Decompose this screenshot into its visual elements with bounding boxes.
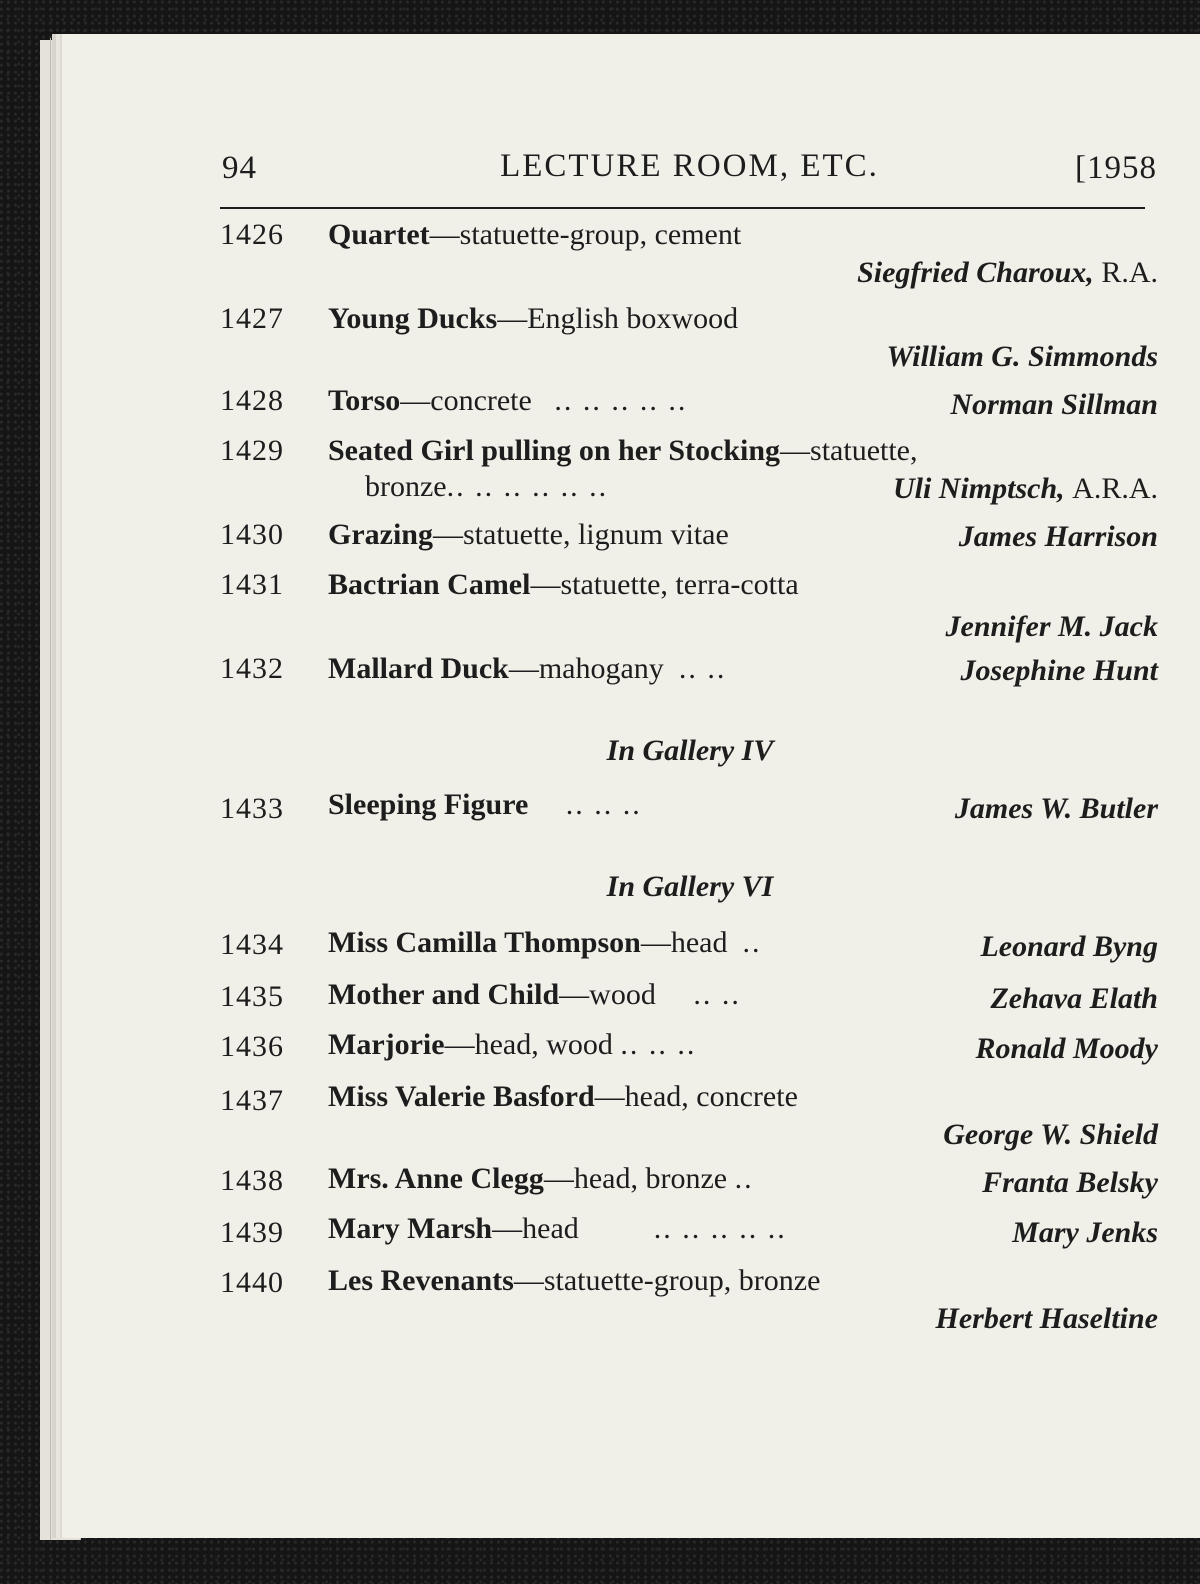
entry-artist [857,256,1158,290]
entry-title: Les Revenants [328,1264,514,1297]
entry-title: Quartet [328,218,430,251]
entry-description [328,1028,696,1062]
entry-medium: —head [492,1212,579,1245]
gallery-heading: In Gallery IV [606,734,774,767]
entry-description [328,1264,820,1298]
entry-title: Sleeping Figure [328,788,529,821]
running-header [222,140,1157,190]
entry-title: Grazing [328,518,433,551]
artist-name: Uli Nimptsch, [892,472,1065,505]
entry-artist [893,472,1158,506]
leader-dots: .. .. .. .. .. .. [446,470,609,503]
entry-number: 1432 [220,652,284,685]
entry-medium: —English boxwood [497,302,739,335]
entry-number: 1434 [220,928,284,961]
leader-dots: .. .. .. .. .. [554,384,688,417]
entry-medium: —concrete [400,384,532,417]
entry-medium: —statuette, [780,434,918,467]
entry-continuation [365,470,608,504]
artist-name: Siegfried Charoux, [857,256,1094,289]
entry-medium-cont: bronze [365,470,447,503]
entry-description [328,218,741,252]
entry-artist: James Harrison [958,520,1158,553]
header-year: [1958 [1075,150,1157,186]
entry-artist: Leonard Byng [980,930,1158,963]
entry-description [328,652,726,686]
entry-artist: Jennifer M. Jack [945,610,1158,643]
entry-medium: —head, bronze [543,1162,728,1195]
entry-medium: —statuette, terra-cotta [530,568,799,601]
entry-description [328,1162,754,1196]
entry-number: 1438 [220,1164,284,1197]
artist-suffix: R.A. [1101,256,1158,289]
entry-title: Miss Valerie Basford [328,1080,595,1113]
entry-artist: Ronald Moody [975,1032,1158,1065]
entry-number: 1440 [220,1266,284,1299]
leader-dots: .. [742,926,762,959]
entry-number: 1426 [220,218,284,251]
entry-artist: Zehava Elath [990,982,1158,1015]
entry-description [328,384,687,418]
entry-description [328,518,729,552]
entry-medium: —wood [559,978,656,1011]
entry-artist: James W. Butler [954,792,1158,825]
entry-description [328,1212,787,1246]
leader-dots: .. [734,1162,754,1195]
leader-dots: .. .. [678,652,727,685]
entry-artist: George W. Shield [943,1118,1158,1151]
artist-suffix: A.R.A. [1072,472,1158,505]
entry-number: 1435 [220,980,284,1013]
entry-number: 1436 [220,1030,284,1063]
page-number: 94 [222,150,257,186]
entry-title: Bactrian Camel [328,568,531,601]
entry-number: 1428 [220,384,284,417]
entry-description [328,978,741,1012]
entry-medium: —head [640,926,728,959]
entry-medium: —head, concrete [594,1080,798,1113]
entry-artist: Josephine Hunt [960,654,1158,687]
leader-dots: .. .. [693,978,741,1011]
entry-description [328,434,918,468]
entry-number: 1427 [220,302,284,335]
leader-dots: .. .. .. [620,1028,697,1061]
entry-title: Torso [328,384,401,417]
entry-artist: Franta Belsky [982,1166,1158,1199]
entry-artist: Mary Jenks [1012,1216,1158,1249]
entry-number: 1439 [220,1216,284,1249]
entry-medium: —head, wood [444,1028,613,1061]
entry-description [328,302,738,336]
gallery-heading: In Gallery VI [606,870,774,903]
entry-medium: —statuette-group, cement [429,218,742,251]
entry-number: 1429 [220,434,284,467]
entry-title: Mrs. Anne Clegg [328,1162,544,1195]
entry-number: 1433 [220,792,284,825]
page-title: LECTURE ROOM, ETC. [500,148,879,184]
entry-number: 1437 [220,1084,284,1117]
entry-title: Young Ducks [328,302,498,335]
entry-artist: Herbert Haseltine [935,1302,1158,1335]
entry-description [328,568,799,602]
entry-description [328,788,642,822]
entry-number: 1430 [220,518,284,551]
entry-description [328,1080,798,1114]
entry-artist: William G. Simmonds [886,340,1158,373]
entry-title: Mother and Child [328,978,560,1011]
entry-title: Mary Marsh [328,1212,493,1245]
header-rule [220,207,1145,209]
entry-artist: Norman Sillman [950,388,1158,421]
entry-medium: —statuette-group, bronze [513,1264,821,1297]
entry-number: 1431 [220,568,284,601]
entry-title: Seated Girl pulling on her Stocking [328,434,781,467]
entry-medium: —statuette, lignum vitae [433,518,729,551]
entry-title: Marjorie [328,1028,445,1061]
entry-title: Miss Camilla Thompson [328,926,641,959]
leader-dots: .. .. .. [565,788,642,821]
entry-description [328,926,762,960]
entry-medium: —mahogany [508,652,664,685]
leader-dots: .. .. .. .. .. [653,1212,787,1245]
entry-title: Mallard Duck [328,652,509,685]
